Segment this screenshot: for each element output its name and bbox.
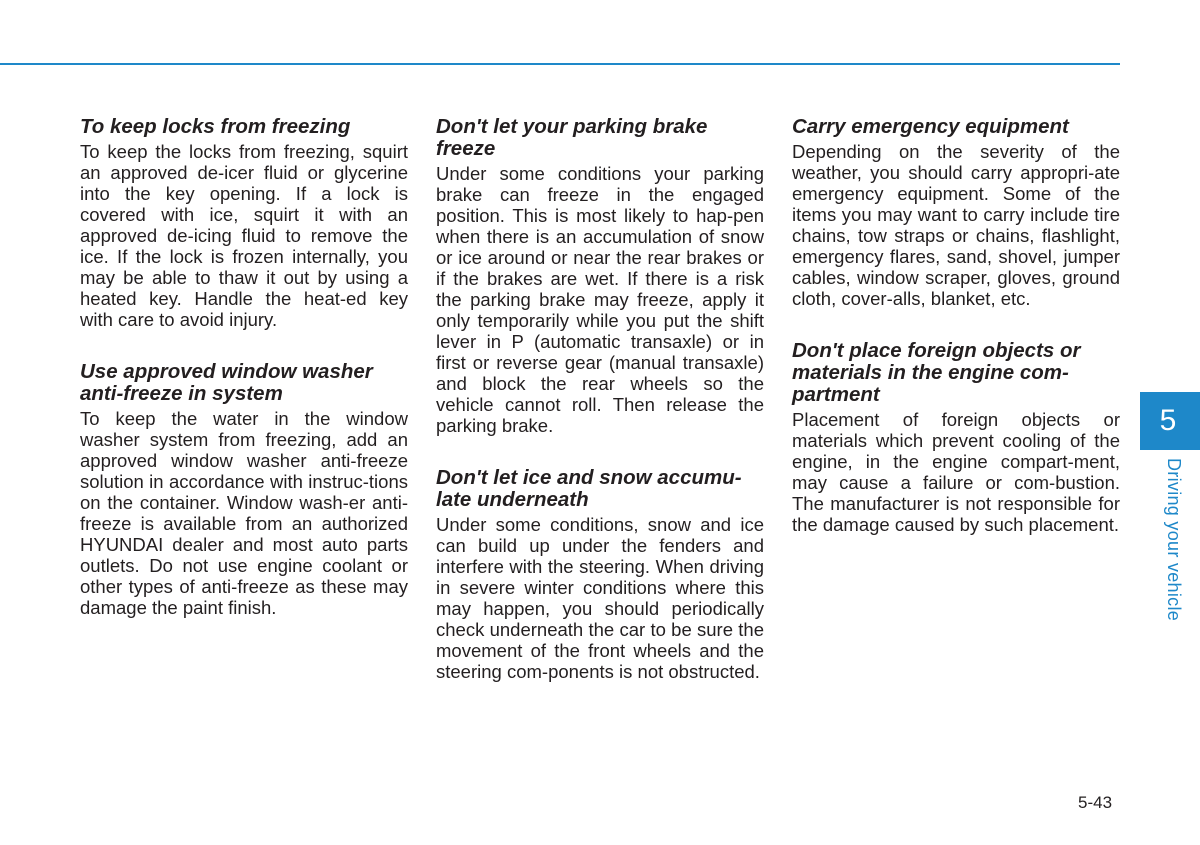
column-2 bbox=[436, 116, 764, 713]
section-body: Placement of foreign objects or materials which prevent cooling of the engine, in the engine compart-ment, may cause a failure or com-bustion. The manufacturer is not responsible for the damage caused by such placement. bbox=[792, 409, 1120, 535]
page-number: 5-43 bbox=[1078, 793, 1113, 812]
section-body: Under some conditions, snow and ice can build up under the fenders and interfere with the steering. When driving in severe winter conditions where this may happen, you should periodically check underneath the car to be sure the movement of the front wheels and the steering com-ponents is not obstructed. bbox=[436, 514, 764, 682]
section-ice-snow-underneath bbox=[436, 467, 764, 682]
section-heading: Don't place foreign objects or materials in the engine com-partment bbox=[792, 339, 1081, 406]
column-1 bbox=[80, 116, 408, 649]
section-heading: To keep locks from freezing bbox=[80, 115, 351, 138]
chapter-number: 5 bbox=[1159, 404, 1177, 437]
section-body: Depending on the severity of the weather, you should carry appropri-ate emergency equipment. Some of the items you may want to carry include tire chains, tow straps or chains, flashlight, emergency flares, sand, shovel, jumper cables, window scraper, gloves, ground cloth, cover-alls, blanket, etc. bbox=[792, 141, 1120, 309]
section-heading: Use approved window washer anti-freeze in system bbox=[80, 360, 373, 405]
section-body: To keep the locks from freezing, squirt an approved de-icer fluid or glycerine into the key opening. If a lock is covered with ice, squirt it with an approved de-icing fluid to remove the ice. If the lock is frozen internally, you may be able to thaw it out by using a heated key. Handle the heat-ed key with care to avoid injury. bbox=[80, 141, 408, 330]
header-rule bbox=[0, 63, 1120, 65]
section-window-washer-anti-freeze bbox=[80, 361, 408, 618]
section-parking-brake-freeze bbox=[436, 116, 764, 436]
section-emergency-equipment bbox=[792, 116, 1120, 309]
section-foreign-objects-engine bbox=[792, 340, 1120, 535]
section-heading: Don't let your parking brake freeze bbox=[436, 115, 708, 160]
column-3 bbox=[792, 116, 1120, 566]
section-keep-locks-from-freezing bbox=[80, 116, 408, 330]
chapter-tab bbox=[1140, 392, 1200, 450]
chapter-title: Driving your vehicle bbox=[1164, 458, 1184, 622]
section-body: Under some conditions your parking brake can freeze in the engaged position. This is most likely to hap-pen when there is an accumulation of snow or ice around or near the rear brakes or if the brakes are wet. If there is a risk the parking brake may freeze, apply it only temporarily while you put the shift lever in P (automatic transaxle) or in first or reverse gear (manual transaxle) and block the rear wheels so the vehicle cannot roll. Then release the parking brake. bbox=[436, 163, 764, 436]
section-heading: Carry emergency equipment bbox=[792, 115, 1069, 138]
section-heading: Don't let ice and snow accumu-late underneath bbox=[436, 466, 742, 511]
section-body: To keep the water in the window washer system from freezing, add an approved window washer anti-freeze solution in accordance with instruc-tions on the container. Window wash-er anti-freeze is available from an authorized HYUNDAI dealer and most auto parts outlets. Do not use engine coolant or other types of anti-freeze as these may damage the paint finish. bbox=[80, 408, 408, 618]
